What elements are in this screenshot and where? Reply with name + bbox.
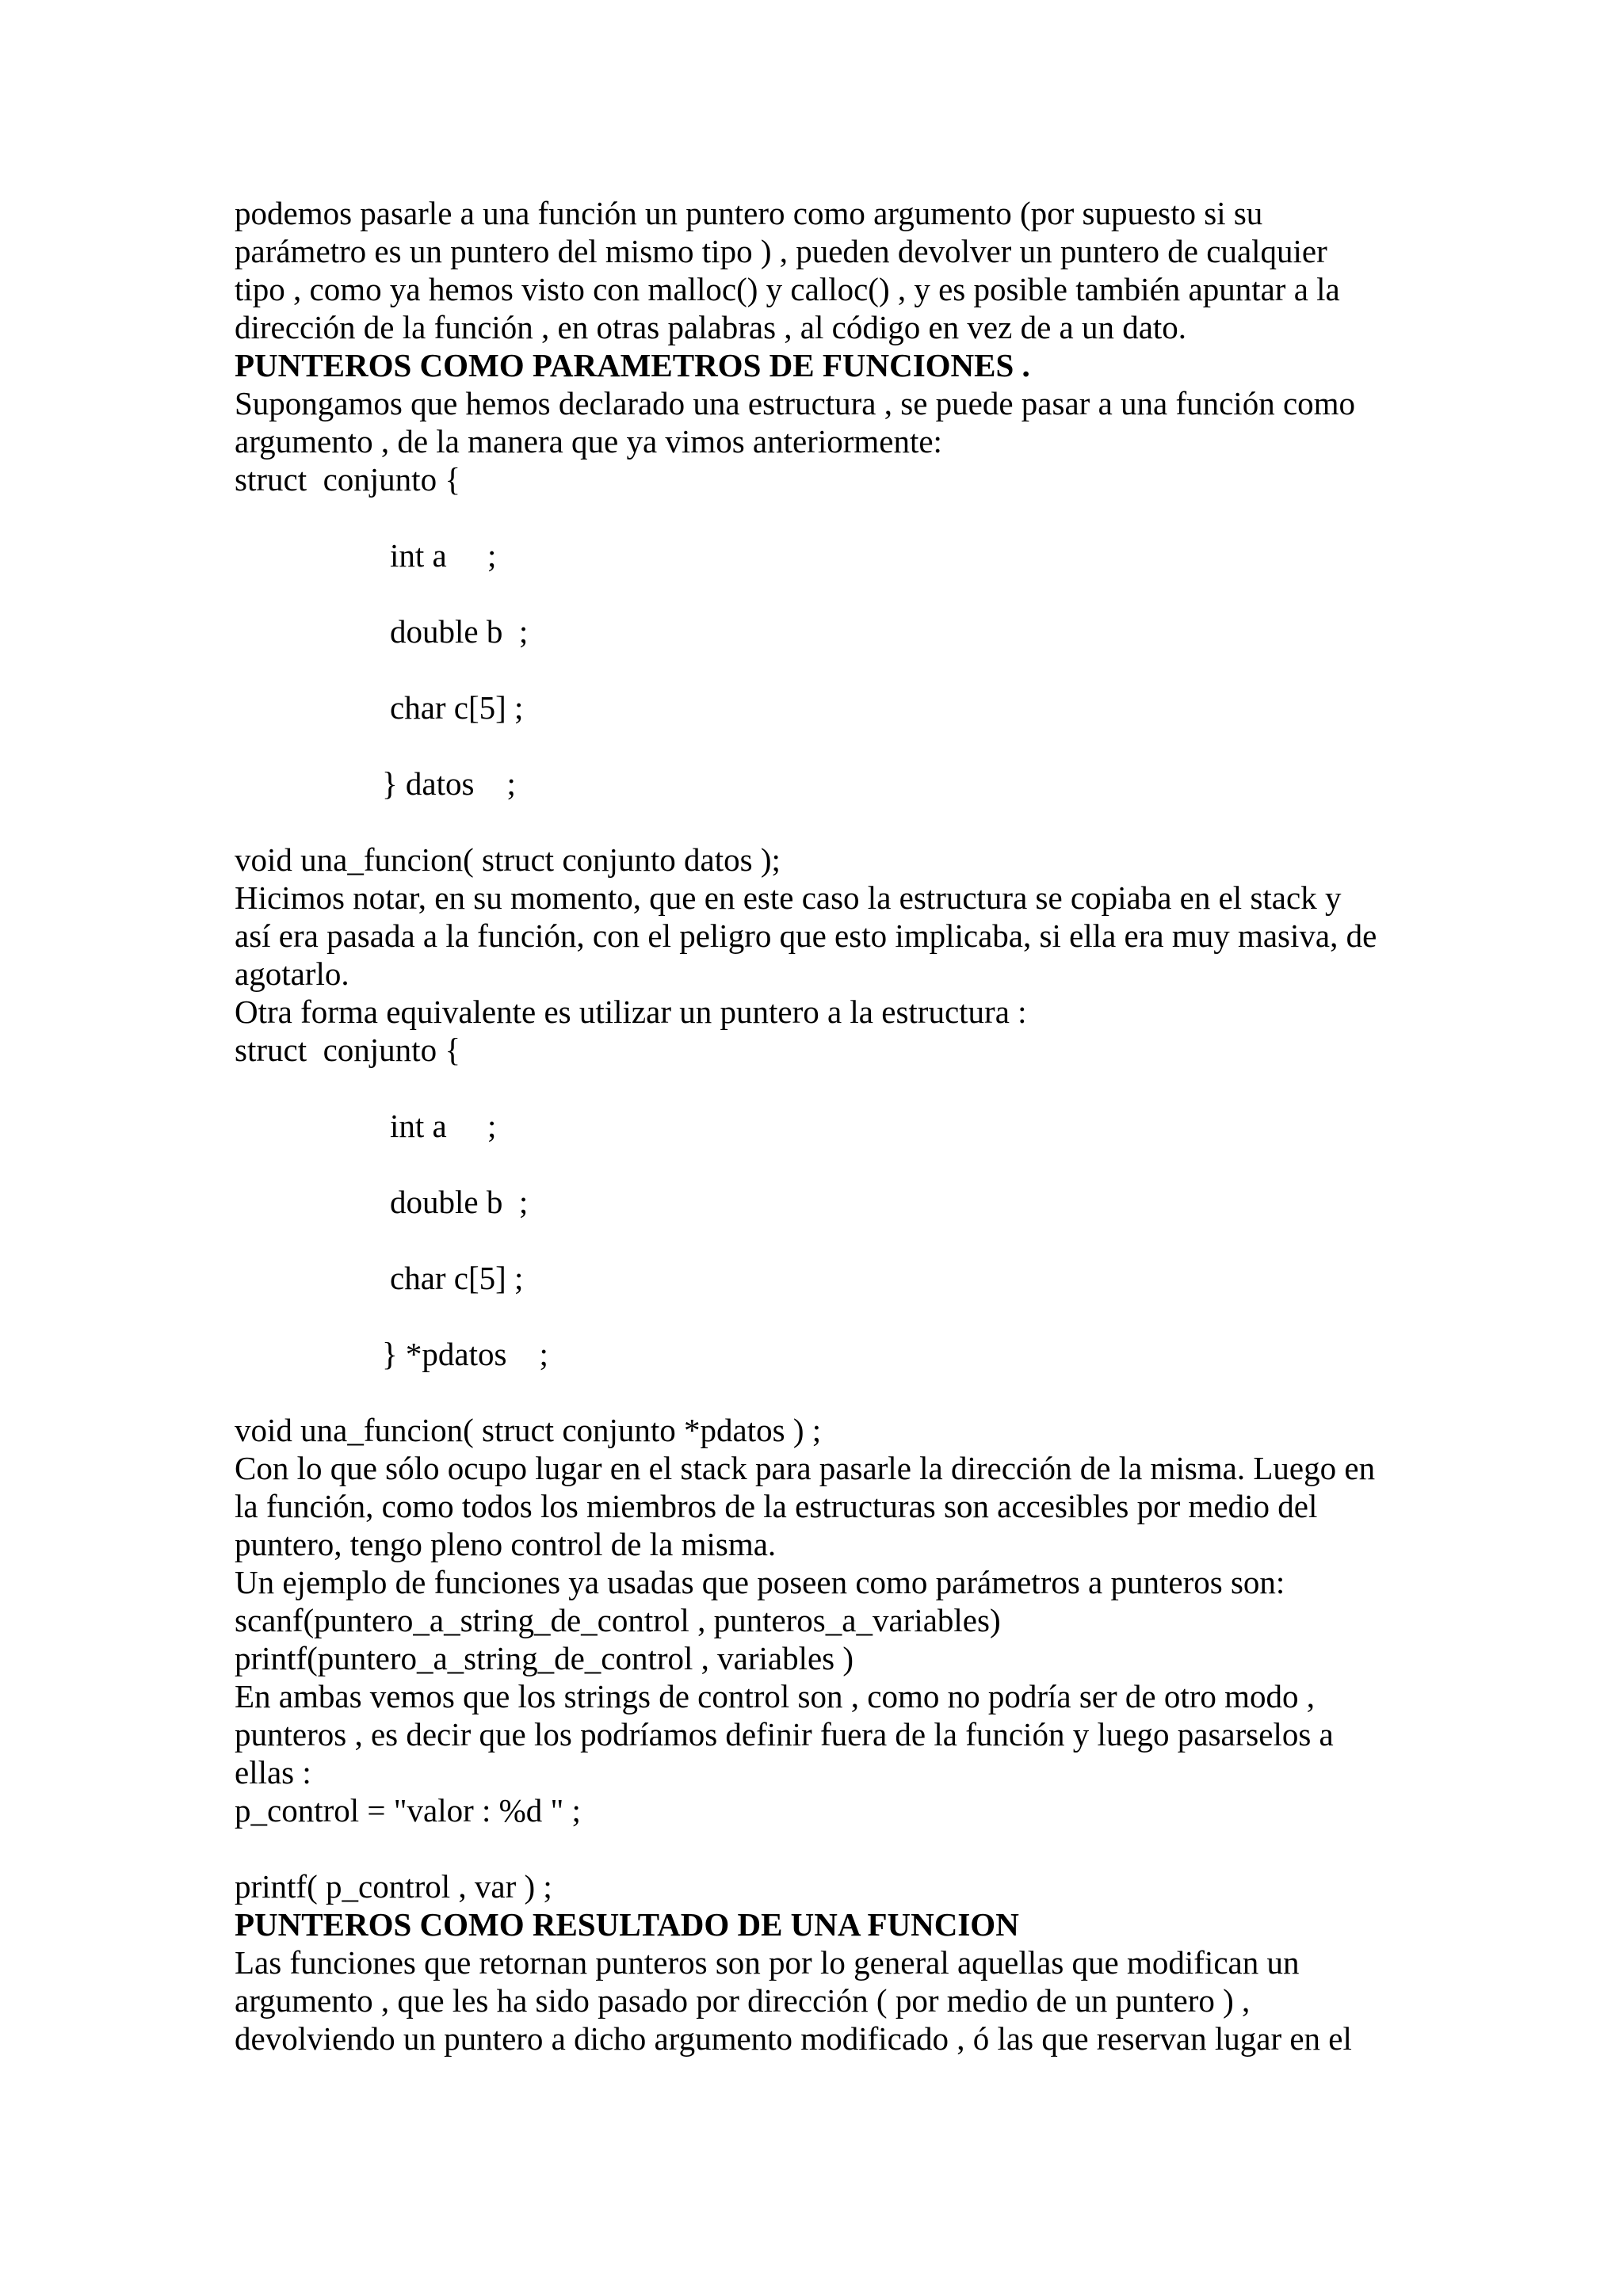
text-line: argumento , que les ha sido pasado por dirección ( por medio de un puntero ) , [235,1982,1251,2019]
code-line: int a ; [390,1108,497,1144]
text-line: podemos pasarle a una función un puntero como argumento (por supuesto si su [235,195,1263,231]
blank-line [235,727,1423,765]
blank-line [235,803,1423,841]
blank-line [235,650,1423,688]
code-line: } *pdatos ; [382,1336,548,1372]
blank-line [235,498,1423,536]
text-line: parámetro es un puntero del mismo tipo ) , pueden devolver un puntero de cualquier [235,233,1327,269]
text-line: la función, como todos los miembros de la estructuras son accesibles por medio del [235,1488,1318,1524]
blank-line [235,1221,1423,1259]
paragraph-struct-intro [235,384,1423,460]
text-line: dirección de la función , en otras palabras , al código en vez de a un dato. [235,309,1187,345]
paragraph-stack [235,879,1423,1031]
code-line: char c[5] ; [390,1260,524,1296]
blank-line [235,1145,1423,1183]
paragraph-pointer [235,1449,1423,1829]
paragraph-result [235,1943,1423,2058]
section-heading-resultado: PUNTEROS COMO RESULTADO DE UNA FUNCION [235,1906,1019,1943]
code-line: struct conjunto { [235,1032,460,1068]
text-line: Otra forma equivalente es utilizar un puntero a la estructura : [235,994,1027,1030]
blank-line [235,1829,1423,1867]
code-line-una-funcion-datos: void una_funcion( struct conjunto datos ); [235,841,781,878]
text-line: En ambas vemos que los strings de control son , como no podría ser de otro modo , [235,1678,1316,1714]
text-line: printf(puntero_a_string_de_control , variables ) [235,1640,854,1676]
code-line-printf: printf( p_control , var ) ; [235,1868,552,1905]
text-line: Supongamos que hemos declarado una estructura , se puede pasar a una función como [235,385,1356,421]
text-line: así era pasada a la función, con el peligro que esto implicaba, si ella era muy masiva, de [235,917,1377,954]
blank-line [235,1069,1423,1107]
text-line: devolviendo un puntero a dicho argumento modificado , ó las que reservan lugar en el [235,2020,1352,2057]
section-heading-parametros: PUNTEROS COMO PARAMETROS DE FUNCIONES . [235,347,1030,383]
blank-line [235,1297,1423,1335]
blank-line [235,574,1423,612]
code-line: double b ; [390,613,529,650]
text-line: Las funciones que retornan punteros son por lo general aquellas que modifican un [235,1944,1300,1981]
paragraph-intro [235,194,1423,346]
text-line: puntero, tengo pleno control de la misma. [235,1526,777,1562]
code-line: double b ; [390,1184,529,1220]
code-line: int a ; [390,537,497,574]
document-page [235,194,1423,2058]
text-line: punteros , es decir que los podríamos definir fuera de la función y luego pasarselos a [235,1716,1334,1753]
code-line-una-funcion-pdatos: void una_funcion( struct conjunto *pdatos ) ; [235,1412,822,1448]
text-line: Hicimos notar, en su momento, que en este caso la estructura se copiaba en el stack y [235,879,1342,916]
text-line: Un ejemplo de funciones ya usadas que poseen como parámetros a punteros son: [235,1564,1285,1600]
text-line: scanf(puntero_a_string_de_control , punteros_a_variables) [235,1602,1001,1638]
text-line: tipo , como ya hemos visto con malloc() y calloc() , y es posible también apuntar a la [235,271,1340,307]
code-block-struct-datos [235,460,1423,841]
text-line: argumento , de la manera que ya vimos anteriormente: [235,423,942,460]
code-line: struct conjunto { [235,461,460,498]
text-line: agotarlo. [235,955,349,992]
code-line: char c[5] ; [390,689,524,726]
text-line: Con lo que sólo ocupo lugar en el stack para pasarle la dirección de la misma. Luego en [235,1450,1376,1486]
text-line: p_control = "valor : %d " ; [235,1792,581,1829]
code-block-struct-pdatos [235,1031,1423,1411]
blank-line [235,1373,1423,1411]
text-line: ellas : [235,1754,311,1791]
code-line: } datos ; [382,765,516,802]
